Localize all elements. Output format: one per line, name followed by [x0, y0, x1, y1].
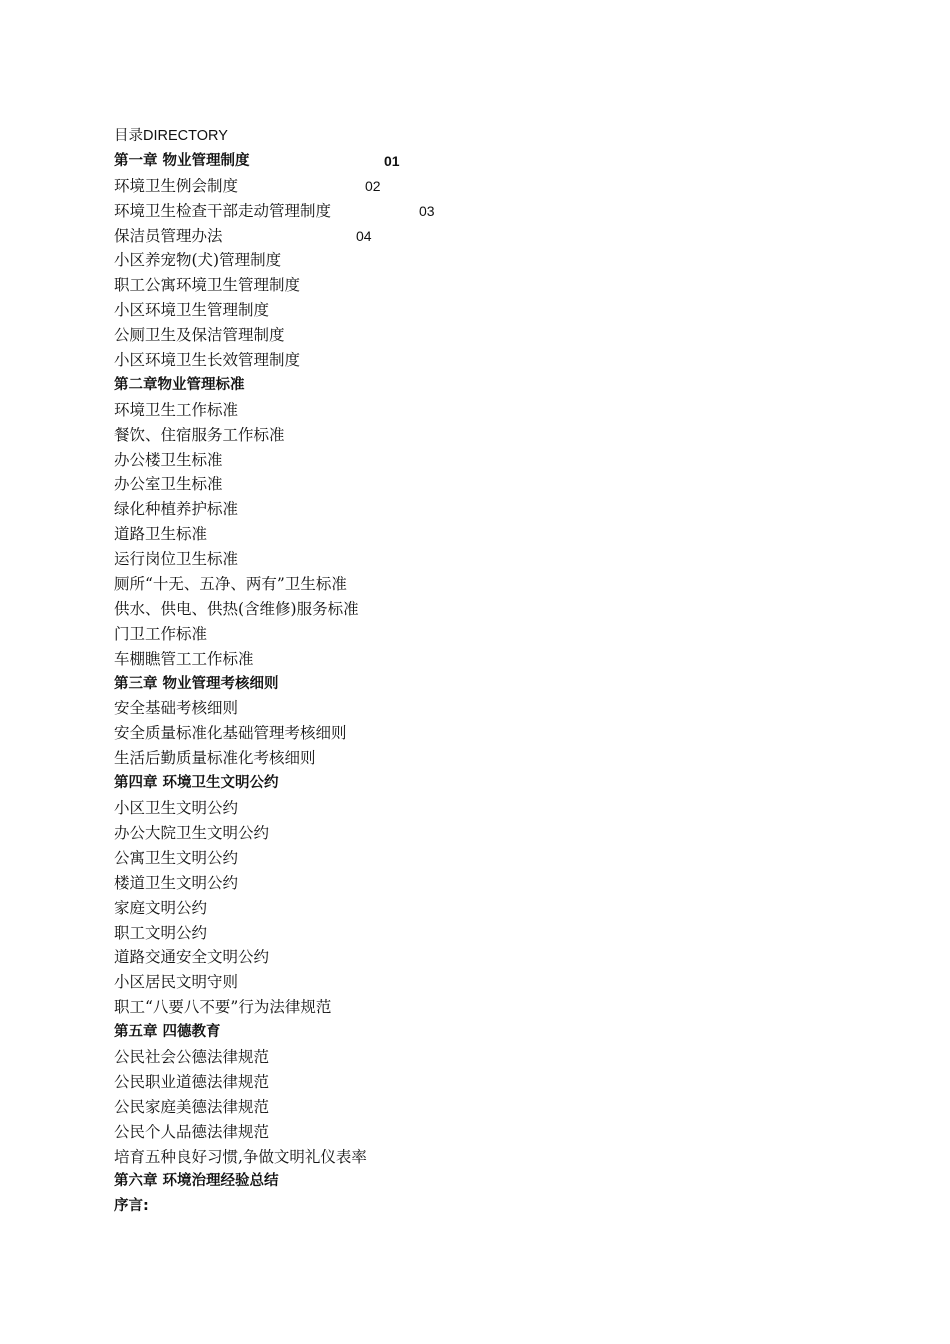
chapter-heading: 第二章物业管理标准 [114, 376, 245, 393]
toc-item: 公民职业道德法律规范 [114, 1072, 270, 1091]
chapter-title: 第一章 物业管理制度 [114, 152, 250, 169]
toc-item: 车棚瞧管工工作标准 [114, 649, 254, 668]
toc-item: 公民社会公德法律规范 [114, 1047, 270, 1066]
toc-item: 培育五种良好习惯,争做文明礼仪表率 [114, 1147, 367, 1166]
toc-item-page: 02 [365, 177, 381, 194]
toc-item: 职工公寓环境卫生管理制度 [114, 276, 301, 295]
toc-item: 职工“八要八不要”行为法律规范 [114, 998, 332, 1017]
toc-item: 生活后勤质量标准化考核细则 [114, 749, 316, 768]
toc-item: 小区环境卫生管理制度 [114, 301, 270, 320]
toc-item-label: 环境卫生检查干部走动管理制度 [114, 201, 332, 220]
toc-item: 运行岗位卫生标准 [114, 550, 239, 569]
preface-heading: 序言: [114, 1198, 149, 1215]
chapter-heading: 第三章 物业管理考核细则 [114, 675, 279, 692]
toc-item: 公民个人品德法律规范 [114, 1122, 270, 1141]
chapter-heading: 第六章 环境治理经验总结 [114, 1173, 279, 1190]
toc-item: 职工文明公约 [114, 923, 208, 942]
toc-item-page: 04 [356, 227, 372, 244]
toc-item-label: 保洁员管理办法 [114, 226, 223, 245]
toc-item [114, 174, 874, 199]
toc-item: 绿化种植养护标准 [114, 500, 239, 519]
toc-item: 安全基础考核细则 [114, 699, 239, 718]
toc-item: 公厕卫生及保洁管理制度 [114, 326, 285, 345]
toc-item: 供水、供电、供热(含维修)服务标准 [114, 599, 359, 618]
toc-item: 厕所“十无、五净、两有”卫生标准 [114, 575, 347, 594]
toc-item-page: 03 [419, 202, 435, 219]
toc-item: 餐饮、住宿服务工作标准 [114, 425, 285, 444]
toc-item: 办公室卫生标准 [114, 475, 223, 494]
toc-item: 小区养宠物(犬)管理制度 [114, 251, 282, 270]
toc-item: 道路交通安全文明公约 [114, 948, 270, 967]
toc-item: 办公楼卫生标准 [114, 450, 223, 469]
toc-item: 公寓卫生文明公约 [114, 848, 239, 867]
toc-title: 目录DIRECTORY [114, 128, 228, 144]
chapter-heading: 第四章 环境卫生文明公约 [114, 775, 279, 792]
toc-item: 办公大院卫生文明公约 [114, 823, 270, 842]
chapter-heading: 第五章 四德教育 [114, 1024, 221, 1041]
toc-item [114, 224, 874, 249]
toc-item [114, 199, 874, 224]
toc-item: 楼道卫生文明公约 [114, 873, 239, 892]
toc-item: 道路卫生标准 [114, 525, 208, 544]
toc-item: 安全质量标准化基础管理考核细则 [114, 724, 347, 743]
toc-item: 环境卫生工作标准 [114, 400, 239, 419]
toc-item: 家庭文明公约 [114, 898, 208, 917]
toc-item-label: 环境卫生例会制度 [114, 176, 239, 195]
toc-item: 公民家庭美德法律规范 [114, 1097, 270, 1116]
chapter-page-number: 01 [384, 152, 400, 169]
toc-item: 小区卫生文明公约 [114, 799, 239, 818]
chapter-heading [114, 149, 874, 174]
toc-item: 小区居民文明守则 [114, 973, 239, 992]
toc-item: 小区环境卫生长效管理制度 [114, 351, 301, 370]
table-of-contents [114, 124, 874, 1219]
toc-item: 门卫工作标准 [114, 624, 208, 643]
